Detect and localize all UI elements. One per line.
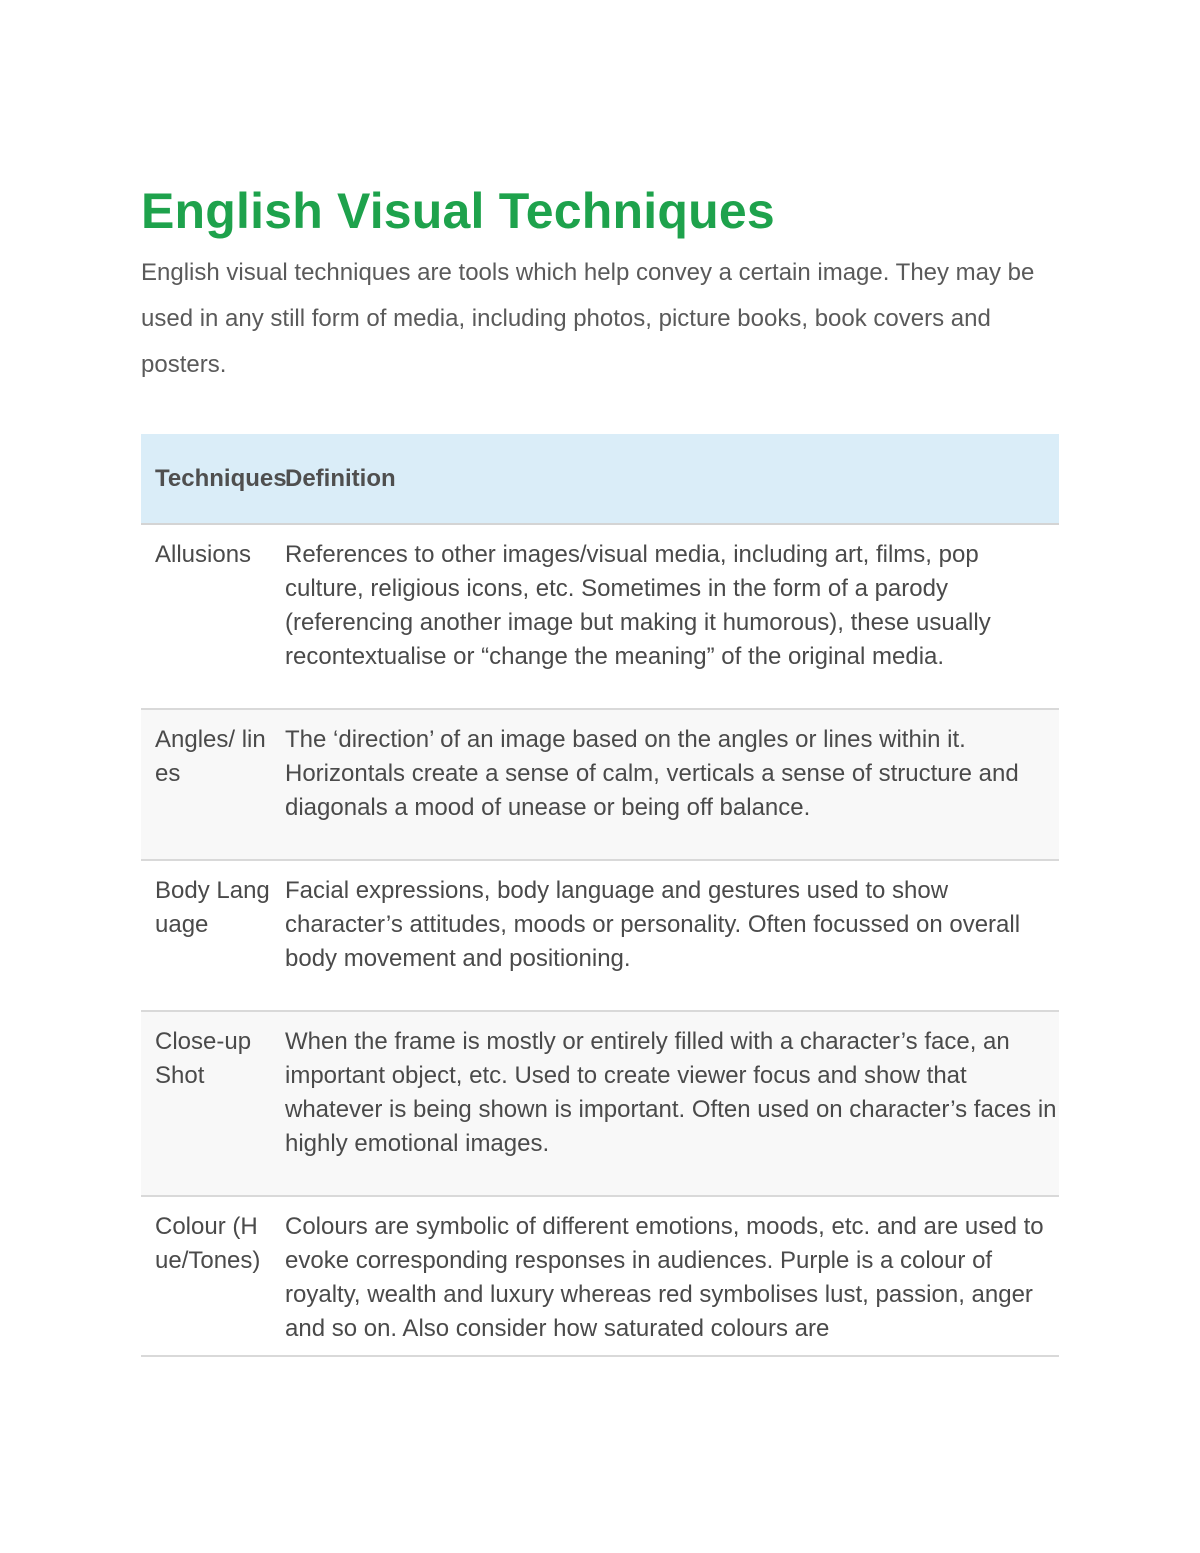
techniques-table (141, 434, 1059, 1357)
table-row (141, 709, 1059, 860)
table-header-row (141, 434, 1059, 524)
intro-paragraph: English visual techniques are tools which help convey a certain image. They may be used in any still form of media, including photos, picture books, book covers and posters. (141, 259, 1035, 378)
technique-cell: Body Language (141, 860, 271, 1011)
column-header-definition: Definition (271, 434, 1059, 524)
definition-cell: Colours are symbolic of different emotions, moods, etc. and are used to evoke corresponding responses in audiences. Purple is a colour of royalty, wealth and luxury whereas red symbolises lust, passion, anger and so on. Also consider how saturated colours are (271, 1196, 1059, 1356)
document-title: English Visual Techniques (141, 183, 775, 239)
table-row (141, 1011, 1059, 1196)
technique-cell: Colour (Hue/Tones) (141, 1196, 271, 1356)
definition-cell: When the frame is mostly or entirely filled with a character’s face, an important object, etc. Used to create viewer focus and show that whatever is being shown is important. Often used on character’s faces in highly emotional images. (271, 1011, 1059, 1196)
table-row (141, 860, 1059, 1011)
definition-cell: Facial expressions, body language and gestures used to show character’s attitudes, moods or personality. Often focussed on overall body movement and positioning. (271, 860, 1059, 1011)
technique-cell: Allusions (141, 524, 271, 709)
column-header-techniques: Techniques (141, 434, 271, 524)
table-row (141, 1196, 1059, 1356)
table-row (141, 524, 1059, 709)
definition-cell: The ‘direction’ of an image based on the angles or lines within it. Horizontals create a sense of calm, verticals a sense of structure and diagonals a mood of unease or being off balance. (271, 709, 1059, 860)
technique-cell: Close-up Shot (141, 1011, 271, 1196)
definition-cell: References to other images/visual media, including art, films, pop culture, religious icons, etc. Sometimes in the form of a parody (referencing another image but making it humorous), these usually recontextualise or “change the meaning” of the original media. (271, 524, 1059, 709)
document-page (141, 180, 1059, 1342)
technique-cell: Angles/ lines (141, 709, 271, 860)
